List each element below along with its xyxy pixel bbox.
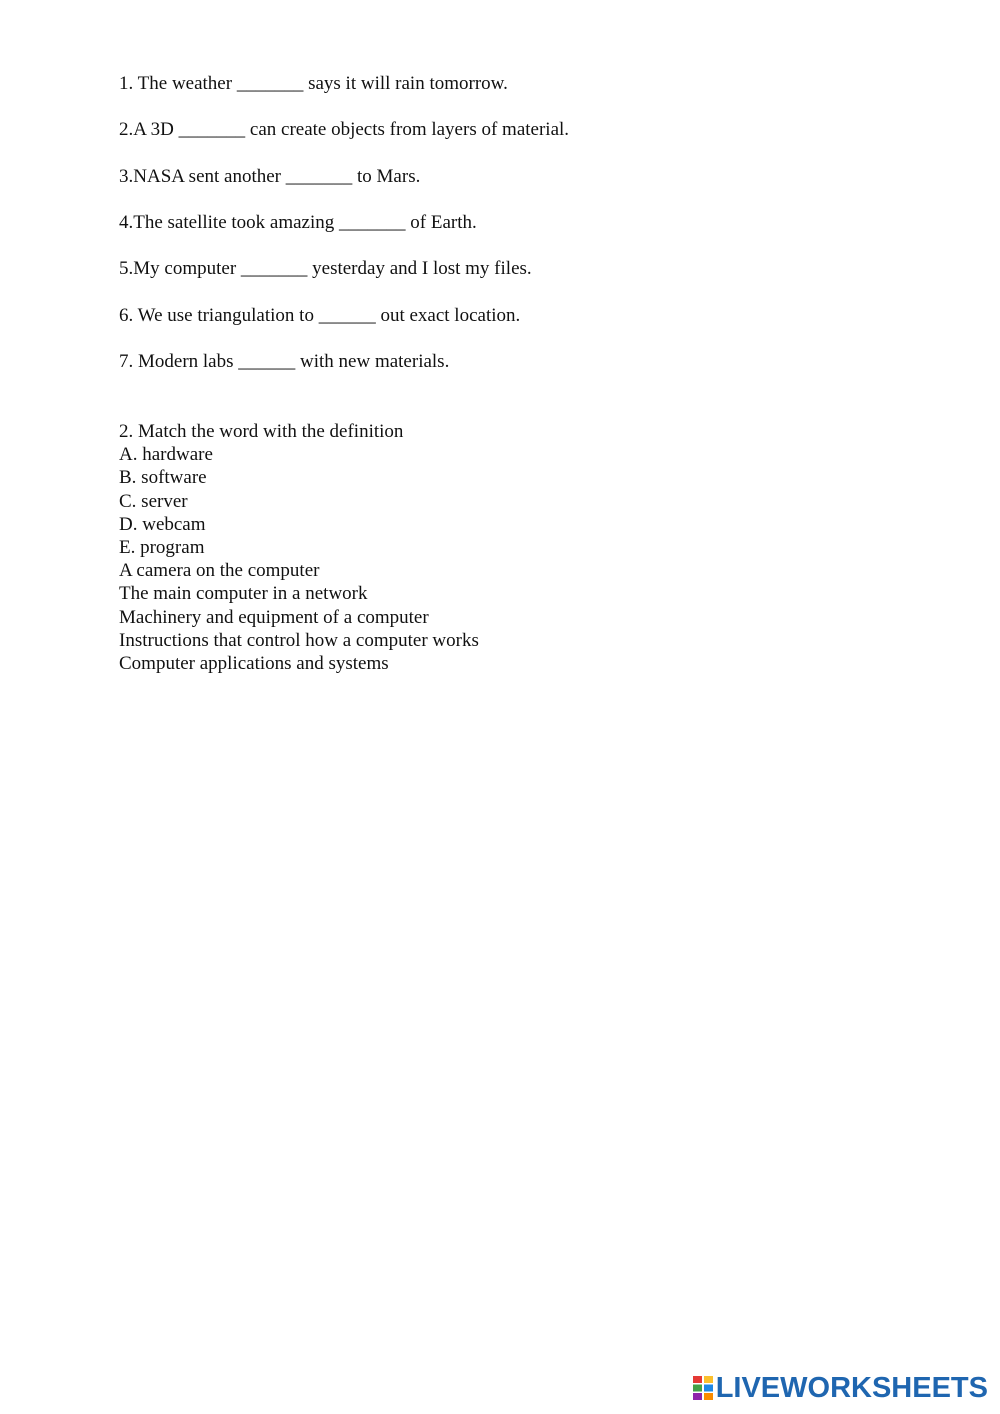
sentence-4: 4.The satellite took amazing _______ of Earth.: [119, 212, 477, 233]
word-item: A. hardware: [119, 444, 213, 466]
definition-item: Instructions that control how a computer works: [119, 629, 479, 651]
sentence-7: 7. Modern labs ______ with new materials.: [119, 351, 450, 372]
definition-item: The main computer in a network: [119, 583, 368, 605]
sentence-5: 5.My computer _______ yesterday and I lost my files.: [119, 258, 532, 279]
definition-item: Machinery and equipment of a computer: [119, 606, 429, 628]
matching-title: 2. Match the word with the definition: [119, 421, 404, 442]
sentence-2: 2.A 3D _______ can create objects from layers of material.: [119, 119, 570, 140]
liveworksheets-brand: [693, 1372, 988, 1404]
sentence-3: 3.NASA sent another _______ to Mars.: [119, 166, 421, 187]
word-item: E. program: [119, 537, 205, 559]
word-item: D. webcam: [119, 513, 206, 535]
matching-exercise: [119, 420, 479, 675]
definition-item: Computer applications and systems: [119, 653, 389, 675]
sentence-1: 1. The weather _______ says it will rain tomorrow.: [119, 73, 508, 94]
word-item: B. software: [119, 467, 207, 489]
brand-name: LIVEWORKSHEETS: [715, 1372, 988, 1404]
word-item: C. server: [119, 490, 188, 512]
sentence-6: 6. We use triangulation to ______ out exact location.: [119, 305, 521, 326]
liveworksheets-logo-icon: [693, 1376, 713, 1400]
definition-item: A camera on the computer: [119, 560, 320, 582]
